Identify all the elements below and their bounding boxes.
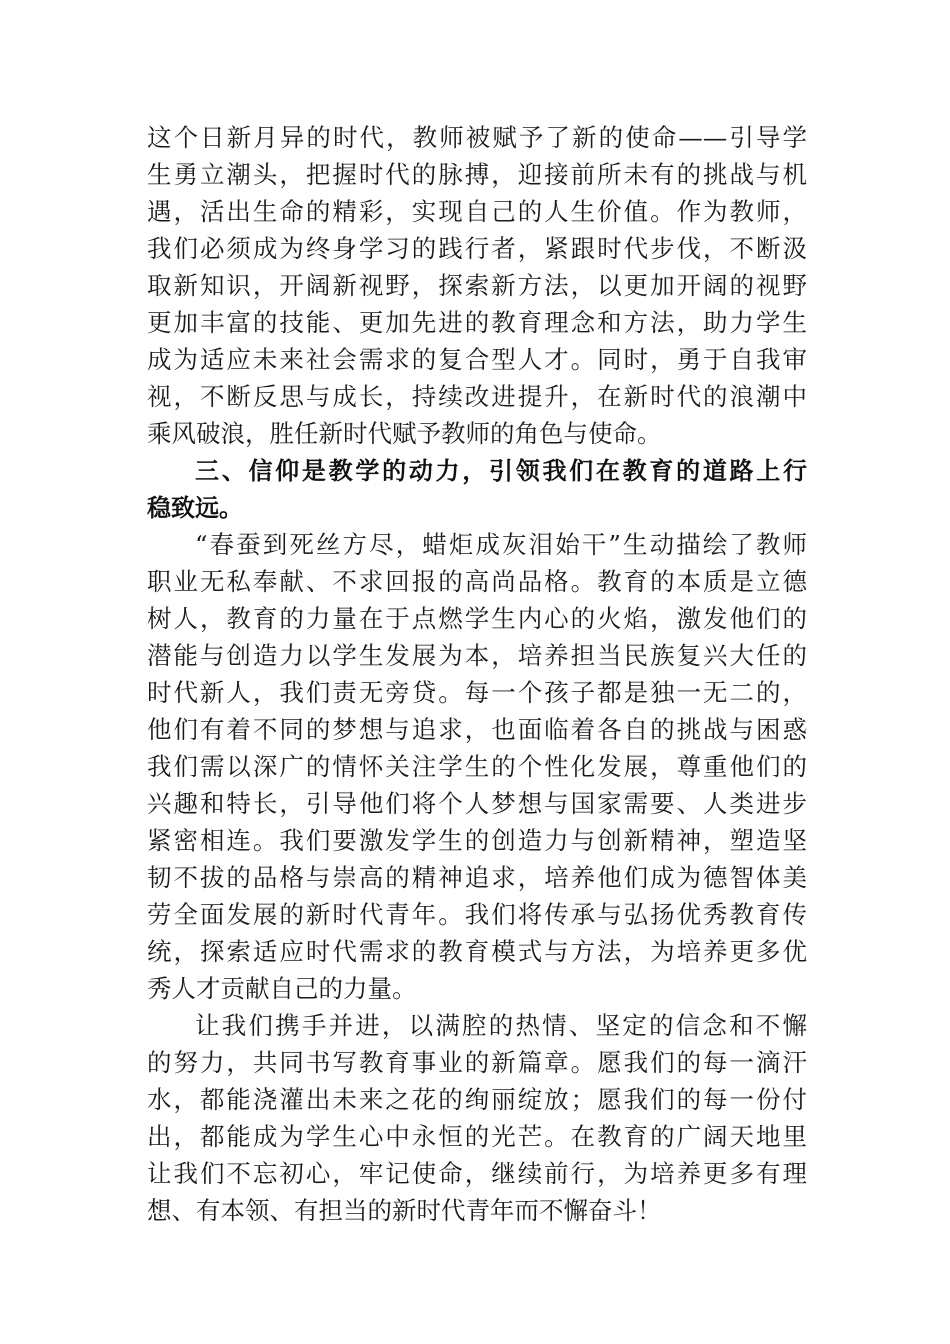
paragraph-1-line-6: 更加丰富的技能、更加先进的教育理念和方法，助力学生 (147, 308, 807, 337)
paragraph-1-line-4: 我们必须成为终身学习的践行者，紧跟时代步伐，不断汲 (147, 234, 807, 263)
paragraph-3-line-5: 让我们不忘初心，牢记使命，继续前行，为培养更多有理 (147, 1159, 807, 1188)
paragraph-3-line-6: 想、有本领、有担当的新时代青年而不懈奋斗！ (147, 1196, 662, 1225)
paragraph-2-line-6: 他们有着不同的梦想与追求，也面临着各自的挑战与困惑 (147, 715, 807, 744)
paragraph-3-line-1: 让我们携手并进，以满腔的热情、坚定的信念和不懈 (195, 1011, 807, 1040)
paragraph-1-line-3: 遇，活出生命的精彩，实现自己的人生价值。作为教师， (147, 197, 807, 226)
paragraph-3-line-4: 出，都能成为学生心中永恒的光芒。在教育的广阔天地里 (147, 1122, 807, 1151)
section-heading-line-1: 三、信仰是教学的动力，引领我们在教育的道路上行 (195, 457, 807, 485)
paragraph-2-line-4: 潜能与创造力以学生发展为本，培养担当民族复兴大任的 (147, 641, 807, 670)
paragraph-2-line-1: “春蚕到死丝方尽，蜡炬成灰泪始干”生动描绘了教师 (195, 530, 807, 559)
paragraph-2-line-13: 秀人才贡献自己的力量。 (147, 974, 417, 1003)
paragraph-2-line-5: 时代新人，我们责无旁贷。每一个孩子都是独一无二的， (147, 678, 807, 707)
paragraph-1-line-5: 取新知识，开阔新视野，探索新方法，以更加开阔的视野 (147, 271, 807, 300)
paragraph-1-line-8: 视，不断反思与成长，持续改进提升，在新时代的浪潮中 (147, 382, 807, 411)
paragraph-2-line-7: 我们需以深广的情怀关注学生的个性化发展，尊重他们的 (147, 752, 807, 781)
section-heading-line-2: 稳致远。 (147, 494, 243, 522)
paragraph-1-line-7: 成为适应未来社会需求的复合型人才。同时，勇于自我审 (147, 345, 807, 374)
paragraph-2-line-11: 劳全面发展的新时代青年。我们将传承与弘扬优秀教育传 (147, 900, 807, 929)
paragraph-3-line-2: 的努力，共同书写教育事业的新篇章。愿我们的每一滴汗 (147, 1048, 807, 1077)
paragraph-2-line-2: 职业无私奉献、不求回报的高尚品格。教育的本质是立德 (147, 567, 807, 596)
paragraph-2-line-9: 紧密相连。我们要激发学生的创造力与创新精神，塑造坚 (147, 826, 807, 855)
paragraph-1-line-1: 这个日新月异的时代，教师被赋予了新的使命——引导学 (147, 123, 807, 152)
paragraph-2-line-10: 韧不拔的品格与崇高的精神追求，培养他们成为德智体美 (147, 863, 807, 892)
paragraph-1-line-2: 生勇立潮头，把握时代的脉搏，迎接前所未有的挑战与机 (147, 160, 807, 189)
paragraph-2-line-3: 树人，教育的力量在于点燃学生内心的火焰，激发他们的 (147, 604, 807, 633)
paragraph-2-line-12: 统，探索适应时代需求的教育模式与方法，为培养更多优 (147, 937, 807, 966)
paragraph-1-line-9: 乘风破浪，胜任新时代赋予教师的角色与使命。 (147, 419, 662, 448)
paragraph-2-line-8: 兴趣和特长，引导他们将个人梦想与国家需要、人类进步 (147, 789, 807, 818)
paragraph-3-line-3: 水，都能浇灌出未来之花的绚丽绽放；愿我们的每一份付 (147, 1085, 807, 1114)
